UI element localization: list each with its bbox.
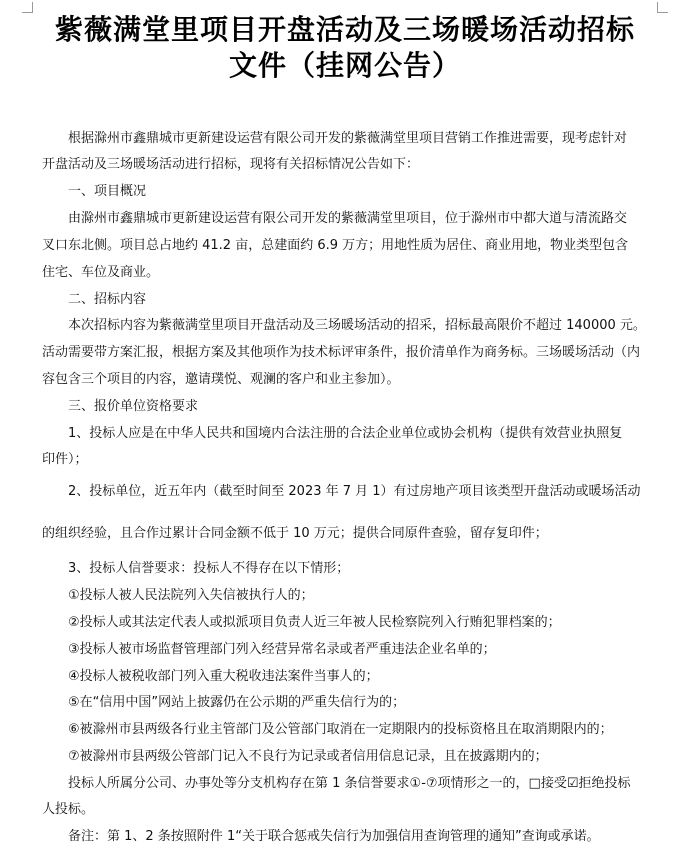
section-heading-3: 三、报价单位资格要求 bbox=[68, 399, 199, 414]
requirement-1-line-2: 印件）； bbox=[42, 452, 88, 467]
content-line-1: 本次招标内容为紫薇满堂里项目开盘活动及三场暖场活动的招采，招标最高限价不超过 140000 元。 bbox=[68, 318, 646, 333]
content-line-3: 容包含三个项目的内容，邀请璞悦、观澜的客户和业主参加）。 bbox=[42, 372, 400, 387]
requirement-3-item-3: ③投标人被市场监督管理部门列入经营异常名录或者严重违法企业名单的； bbox=[68, 642, 496, 657]
document-title-line-2: 文件（挂网公告） bbox=[228, 49, 461, 82]
section-heading-1: 一、项目概况 bbox=[68, 184, 147, 199]
intro-line-1: 根据滁州市鑫鼎城市更新建设运营有限公司开发的紫薇满堂里项目营销工作推进需要，现考虑针对 bbox=[68, 131, 628, 146]
document-title-line-1: 紫薇满堂里项目开盘活动及三场暖场活动招标 bbox=[54, 13, 635, 46]
requirement-3-item-2: ②投标人或其法定代表人或拟派项目负责人近三年被人民检察院列入行贿犯罪档案的； bbox=[68, 615, 561, 630]
content-line-2: 活动需要带方案汇报，根据方案及其他项作为技术标评审条件，报价清单作为商务标。三场暖场活动（内 bbox=[42, 345, 641, 360]
requirement-3-item-4: ④投标人被税收部门列入重大税收违法案件当事人的； bbox=[68, 669, 379, 684]
requirement-3-item-1: ①投标人被人民法院列入失信被执行人的； bbox=[68, 588, 314, 603]
overview-line-1: 由滁州市鑫鼎城市更新建设运营有限公司开发的紫薇满堂里项目，位于滁州市中都大道与清流路交 bbox=[68, 211, 628, 226]
remark-line: 备注：第 1、2 条按照附件 1“关于联合惩戒失信行为加强信用查询管理的通知”查询或承诺。 bbox=[68, 829, 600, 844]
requirement-3-item-5: ⑤在“信用中国”网站上披露仍在公示期的严重失信行为的； bbox=[68, 695, 406, 710]
section-heading-2: 二、招标内容 bbox=[68, 292, 147, 307]
branch-clause-line-2: 人投标。 bbox=[42, 802, 95, 817]
overview-line-2: 叉口东北侧。项目总占地约 41.2 亩，总建面约 6.9 万方；用地性质为居住、商业用地，物业类型包含 bbox=[42, 238, 629, 253]
requirement-1-line-1: 1、投标人应是在中华人民共和国境内合法注册的合法企业单位或协会机构（提供有效营业执照复 bbox=[68, 426, 623, 441]
requirement-3-item-7: ⑦被滁州市县两级公管部门记入不良行为记录或者信用信息记录，且在披露期内的； bbox=[68, 749, 548, 764]
requirement-2-line-2: 的组织经验，且合作过累计合同金额不低于 10 万元；提供合同原件查验，留存复印件； bbox=[42, 526, 548, 541]
intro-line-2: 开盘活动及三场暖场活动进行招标，现将有关招标情况公告如下： bbox=[42, 157, 420, 172]
requirement-3-heading: 3、投标人信誉要求：投标人不得存在以下情形； bbox=[68, 561, 350, 576]
branch-clause-line-1: 投标人所属分公司、办事处等分支机构存在第 1 条信誉要求①-⑦项情形之一的，□接受☑拒绝投标 bbox=[68, 776, 631, 791]
requirement-2-line-1: 2、投标单位，近五年内（截至时间至 2023 年 7 月 1）有过房地产项目该类型开盘活动或暖场活动 bbox=[68, 484, 641, 499]
overview-line-3: 住宅、车位及商业。 bbox=[42, 265, 160, 280]
requirement-3-item-6: ⑥被滁州市县两级各行业主管部门及公管部门取消在一定期限内的投标资格且在取消期限内的； bbox=[68, 722, 613, 737]
